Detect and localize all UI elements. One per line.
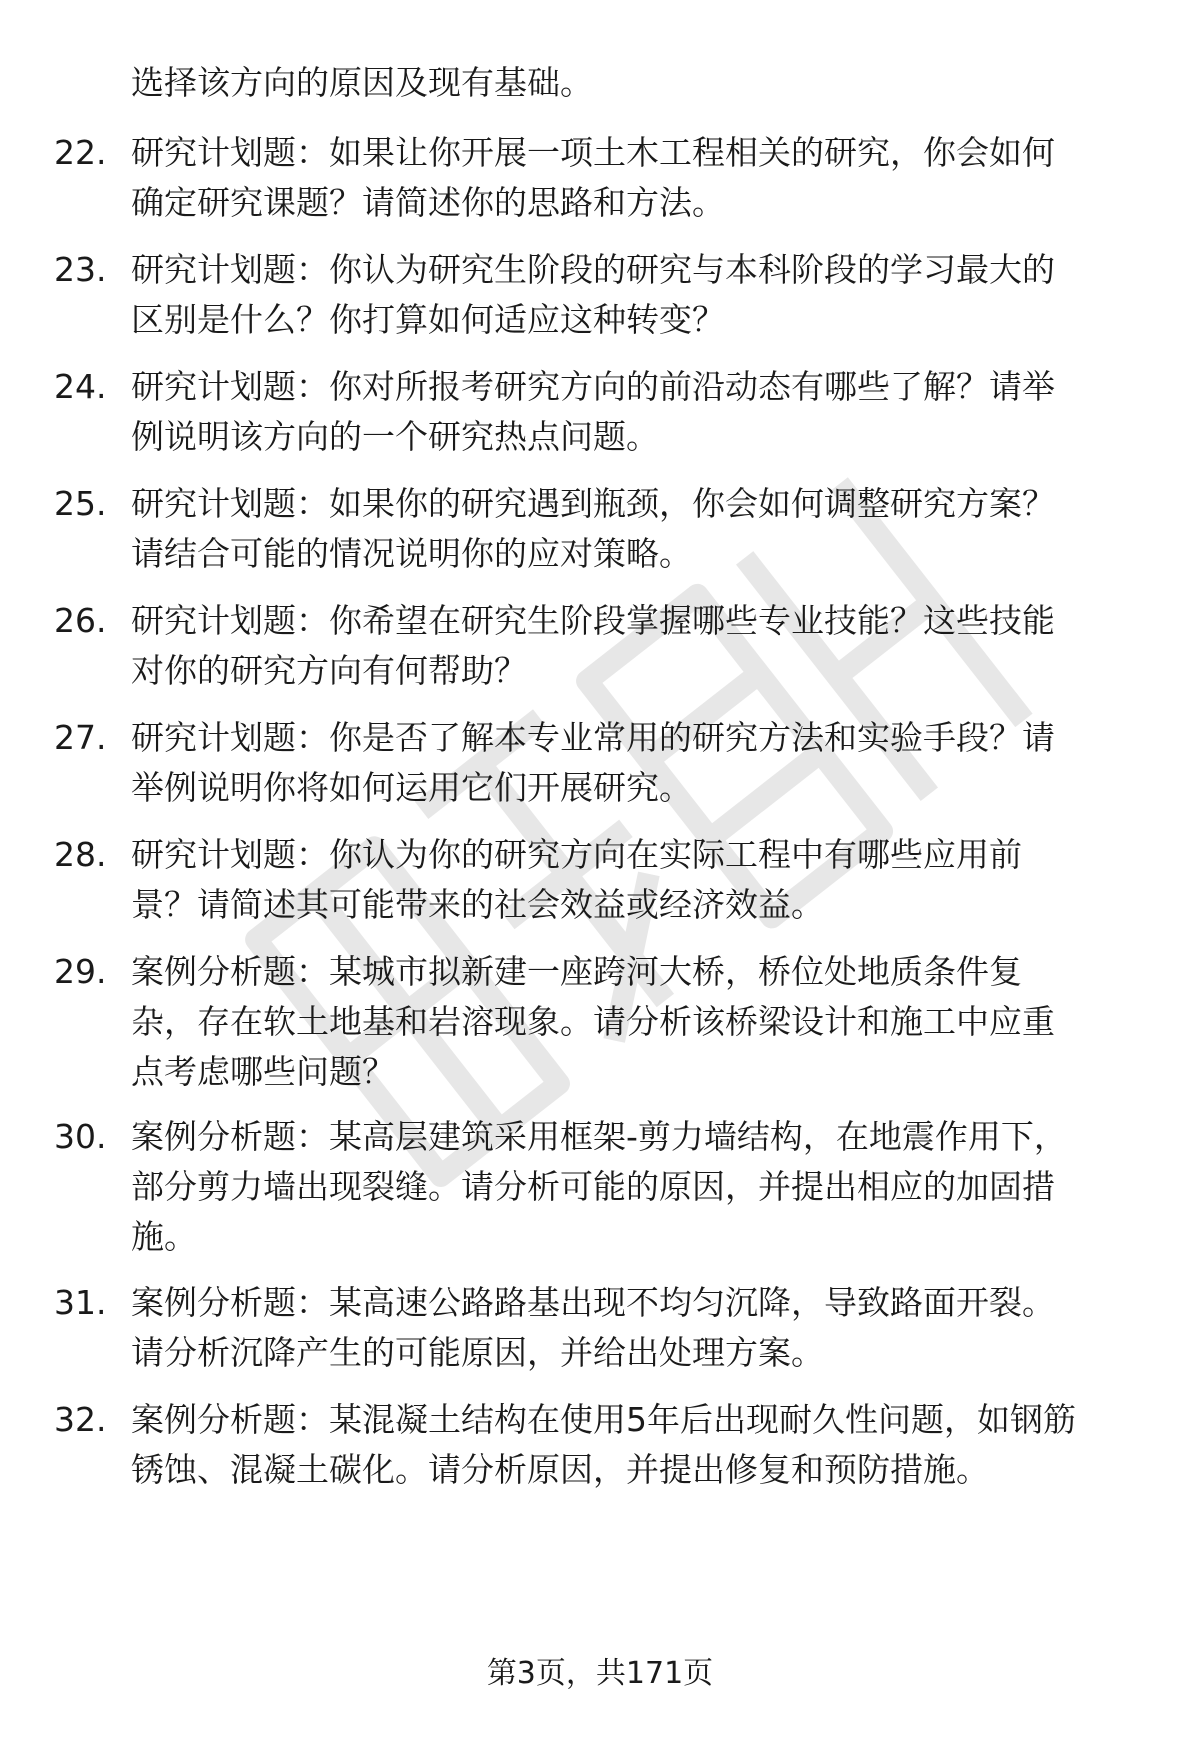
question-text: 研究计划题：你认为你的研究方向在实际工程中有哪些应用前 景？请简述其可能带来的社会效益或经济效益。 [131,835,1022,924]
question-text: 研究计划题：你对所报考研究方向的前沿动态有哪些了解？请举 例说明该方向的一个研究热点问题。 [131,367,1055,456]
question-number: 30. [54,1117,107,1156]
question-number: 24. [54,367,107,406]
question-number: 27. [54,718,107,757]
question-number: 25. [54,484,107,523]
question-number: 23. [54,250,107,289]
question-text: 研究计划题：如果你的研究遇到瓶颈，你会如何调整研究方案？ 请结合可能的情况说明你的应对策略。 [131,484,1055,573]
question-text: 案例分析题：某城市拟新建一座跨河大桥，桥位处地质条件复 杂，存在软土地基和岩溶现象。请分析该桥梁设计和施工中应重 点考虑哪些问题？ [131,952,1055,1091]
question-number: 31. [54,1283,107,1322]
page-footer: 第3页，共171页 [486,1656,714,1691]
question-number: 22. [54,133,107,172]
question-text: 研究计划题：你希望在研究生阶段掌握哪些专业技能？这些技能 对你的研究方向有何帮助？ [131,601,1055,690]
continuation-line: 选择该方向的原因及现有基础。 [131,63,593,102]
question-text: 研究计划题：你是否了解本专业常用的研究方法和实验手段？请 举例说明你将如何运用它们开展研究。 [131,718,1055,807]
question-number: 32. [54,1400,107,1439]
question-text: 案例分析题：某高层建筑采用框架-剪力墙结构，在地震作用下， 部分剪力墙出现裂缝。请分析可能的原因，并提出相应的加固措 施。 [131,1117,1067,1256]
question-number: 28. [54,835,107,874]
question-text: 案例分析题：某高速公路路基出现不均匀沉降，导致路面开裂。 请分析沉降产生的可能原因，并给出处理方案。 [131,1283,1055,1372]
question-number: 26. [54,601,107,640]
question-text: 研究计划题：如果让你开展一项土木工程相关的研究，你会如何 确定研究课题？请简述你的思路和方法。 [131,133,1055,222]
question-text: 研究计划题：你认为研究生阶段的研究与本科阶段的学习最大的 区别是什么？你打算如何适应这种转变？ [131,250,1055,339]
question-text: 案例分析题：某混凝土结构在使用5年后出现耐久性问题，如钢筋 锈蚀、混凝土碳化。请分析原因，并提出修复和预防措施。 [131,1400,1076,1489]
question-number: 29. [54,952,107,991]
